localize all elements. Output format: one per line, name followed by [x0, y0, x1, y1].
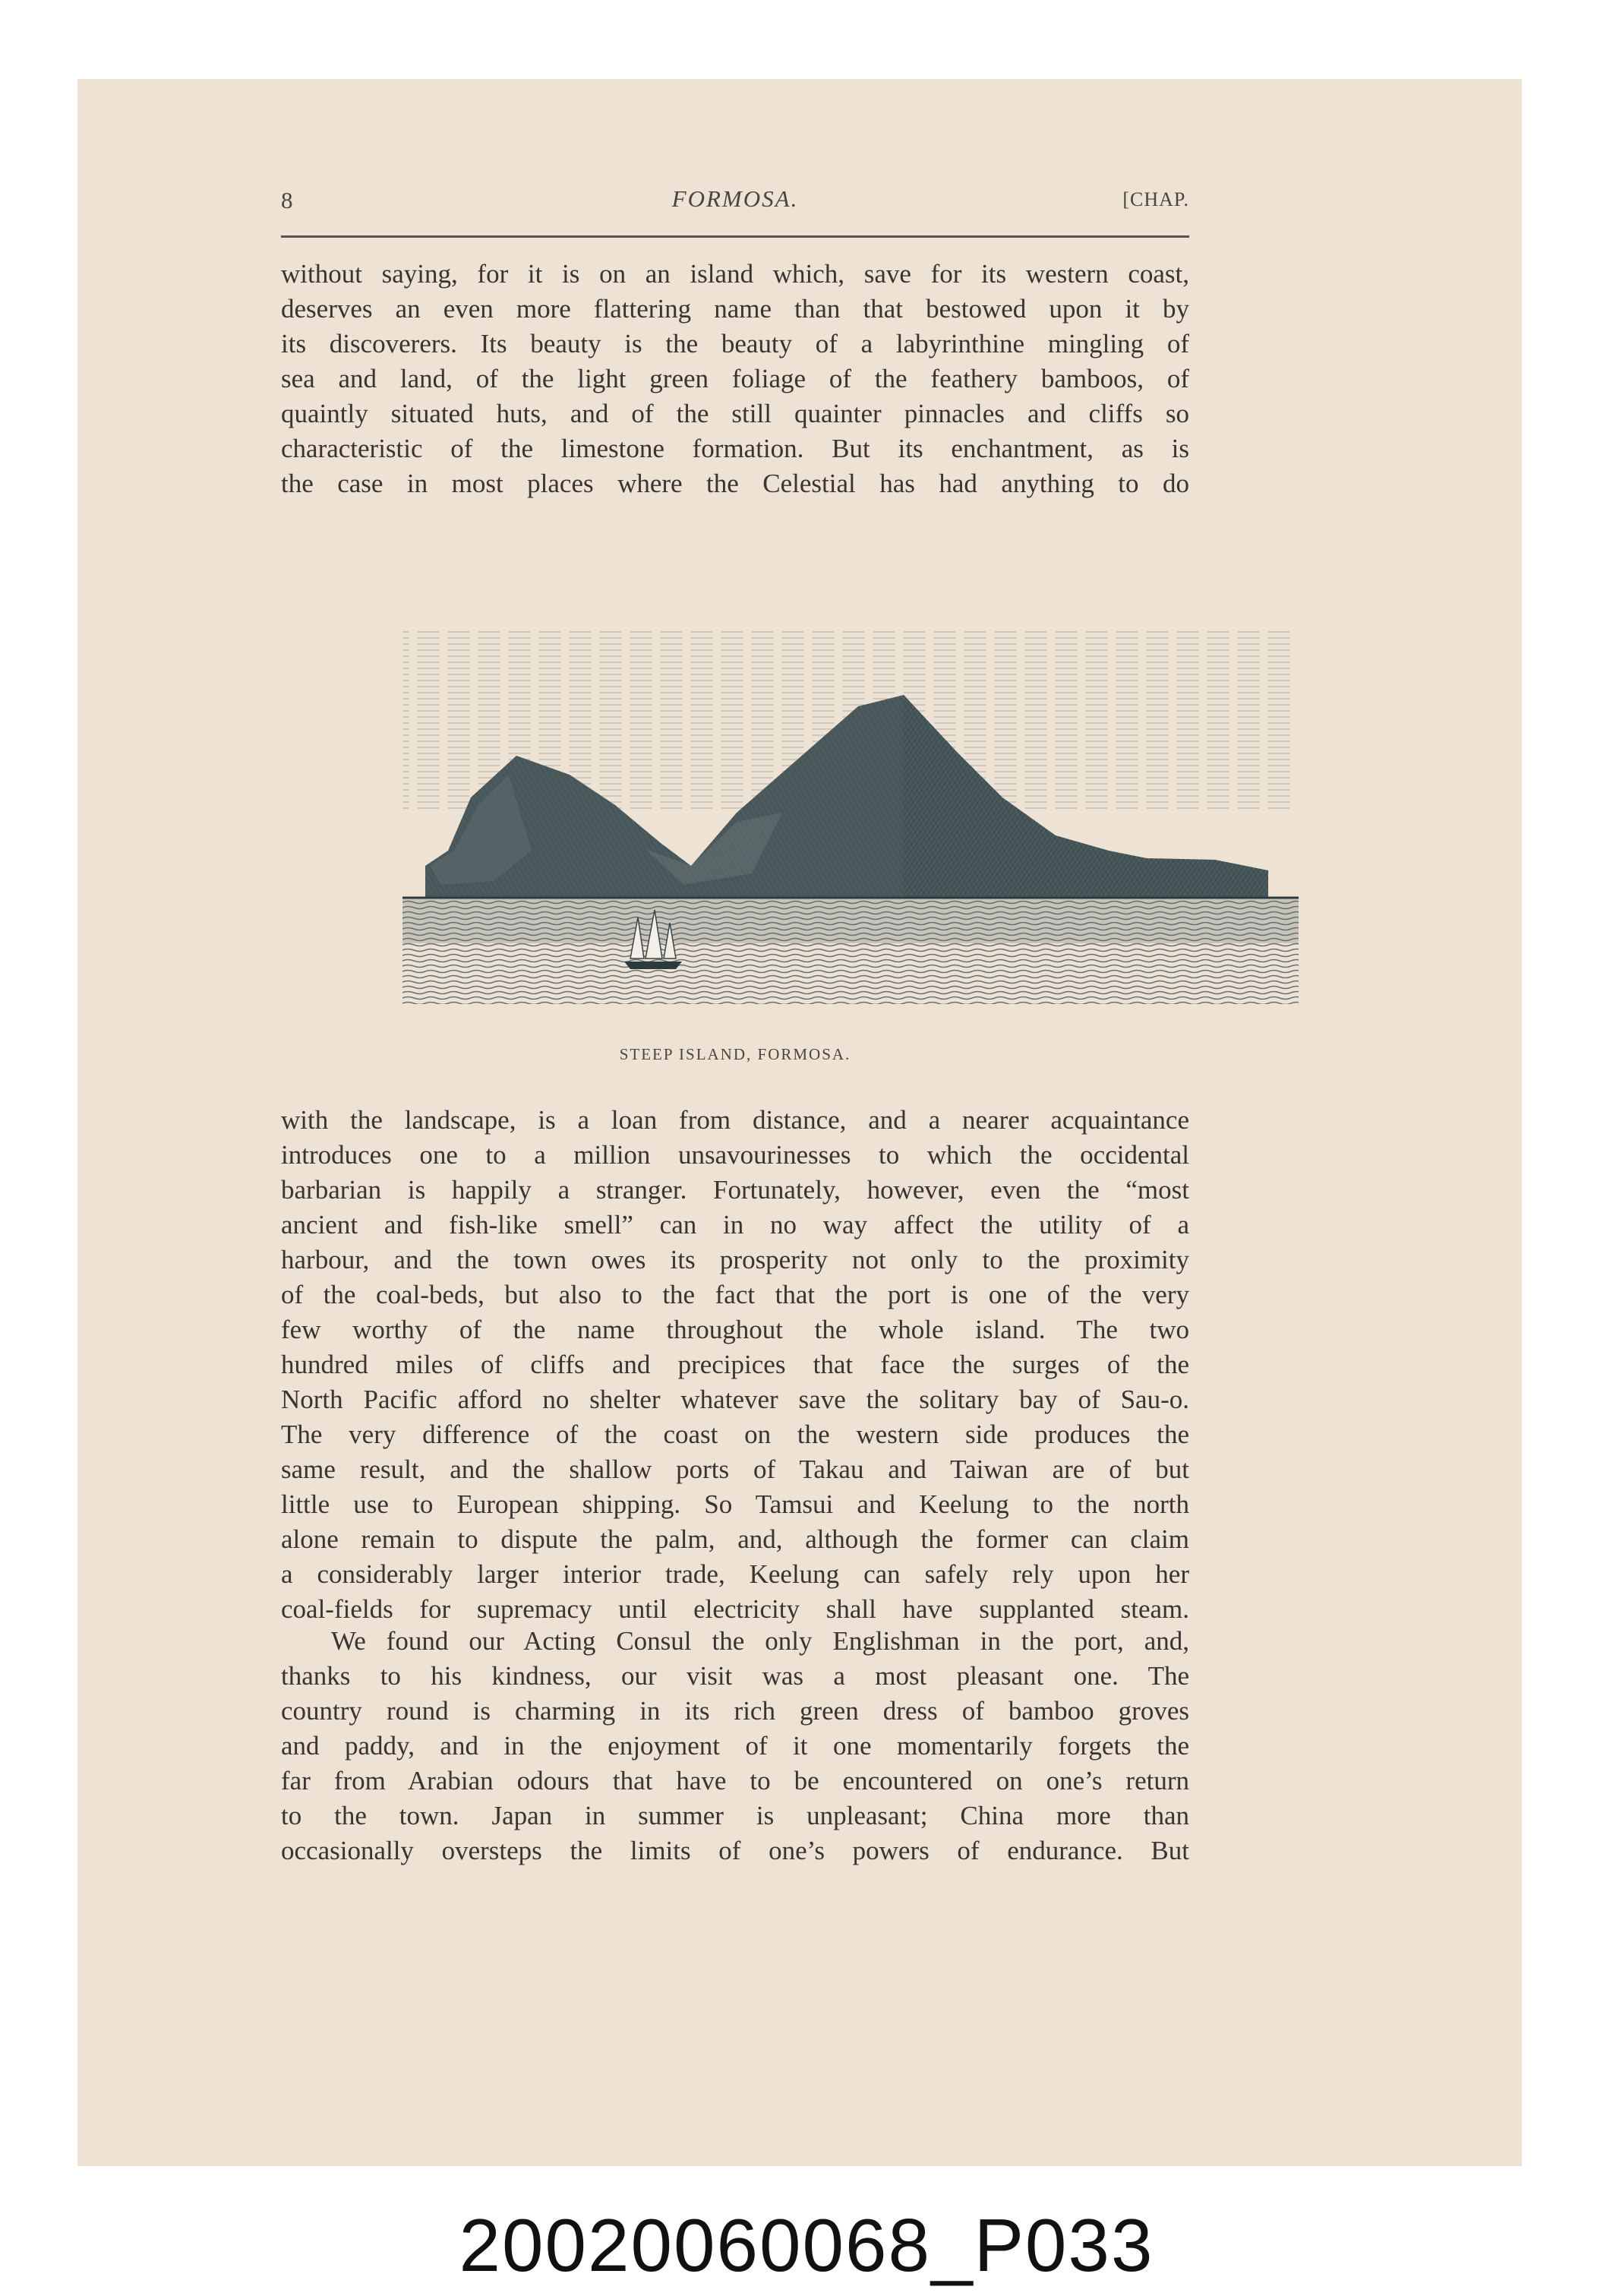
text-line: little use to European shipping. So Tamsui and Keelung to the north: [281, 1489, 1189, 1519]
text-line: few worthy of the name throughout the whole island. The two: [281, 1315, 1189, 1344]
page-header: [281, 179, 1189, 225]
text-line: its discoverers. Its beauty is the beauty of a labyrinthine mingling of: [281, 329, 1189, 358]
text-line: We found our Acting Consul the only Englishman in the port, and,: [331, 1626, 1189, 1656]
text-line: a considerably larger interior trade, Keelung can safely rely upon her: [281, 1559, 1189, 1589]
text-line: occasionally oversteps the limits of one’s powers of endurance. But: [281, 1836, 1189, 1865]
text-line: barbarian is happily a stranger. Fortunately, however, even the “most: [281, 1175, 1189, 1205]
text-line: harbour, and the town owes its prosperity not only to the proximity: [281, 1245, 1189, 1274]
text-line: and paddy, and in the enjoyment of it one momentarily forgets the: [281, 1731, 1189, 1761]
paragraph-2: [281, 1103, 1189, 1627]
text-line: same result, and the shallow ports of Takau and Taiwan are of but: [281, 1454, 1189, 1484]
text-line: deserves an even more flattering name than that bestowed upon it by: [281, 294, 1189, 324]
paragraph-1: [281, 257, 1189, 501]
chapter-mark: [CHAP.: [1122, 188, 1189, 210]
text-line: coal-fields for supremacy until electricity shall have supplanted steam.: [281, 1594, 1189, 1624]
paragraph-3: [281, 1624, 1189, 1868]
text-line: country round is charming in its rich green dress of bamboo groves: [281, 1696, 1189, 1726]
header-rule: [281, 235, 1189, 238]
text-line: to the town. Japan in summer is unpleasant; China more than: [281, 1801, 1189, 1830]
text-line: quaintly situated huts, and of the still quainter pinnacles and cliffs so: [281, 399, 1189, 428]
text-line: alone remain to dispute the palm, and, although the former can claim: [281, 1524, 1189, 1554]
text-line: without saying, for it is on an island which, save for its western coast,: [281, 259, 1189, 289]
text-line: sea and land, of the light green foliage of the feathery bamboos, of: [281, 364, 1189, 393]
item-id-label: 20020060068_P033: [459, 2203, 1154, 2287]
text-line: characteristic of the limestone formation. But its enchantment, as is: [281, 434, 1189, 463]
running-title: FORMOSA.: [671, 185, 799, 212]
text-line: ancient and fish-like smell” can in no way affect the utility of a: [281, 1210, 1189, 1240]
figure-caption: STEEP ISLAND, FORMOSA.: [619, 1045, 851, 1063]
text-line: with the landscape, is a loan from distance, and a nearer acquaintance: [281, 1105, 1189, 1135]
steep-island-engraving: [357, 623, 1344, 1010]
text-line: far from Arabian odours that have to be encountered on one’s return: [281, 1766, 1189, 1795]
text-line: the case in most places where the Celestial has had anything to do: [281, 469, 1189, 498]
text-line: thanks to his kindness, our visit was a most pleasant one. The: [281, 1661, 1189, 1691]
page-number: 8: [281, 187, 293, 213]
text-line: North Pacific afford no shelter whatever save the solitary bay of Sau-o.: [281, 1385, 1189, 1414]
text-line: The very difference of the coast on the western side produces the: [281, 1420, 1189, 1449]
text-line: hundred miles of cliffs and precipices that face the surges of the: [281, 1350, 1189, 1379]
text-line: of the coal-beds, but also to the fact that the port is one of the very: [281, 1280, 1189, 1309]
text-line: introduces one to a million unsavourinesses to which the occidental: [281, 1140, 1189, 1170]
